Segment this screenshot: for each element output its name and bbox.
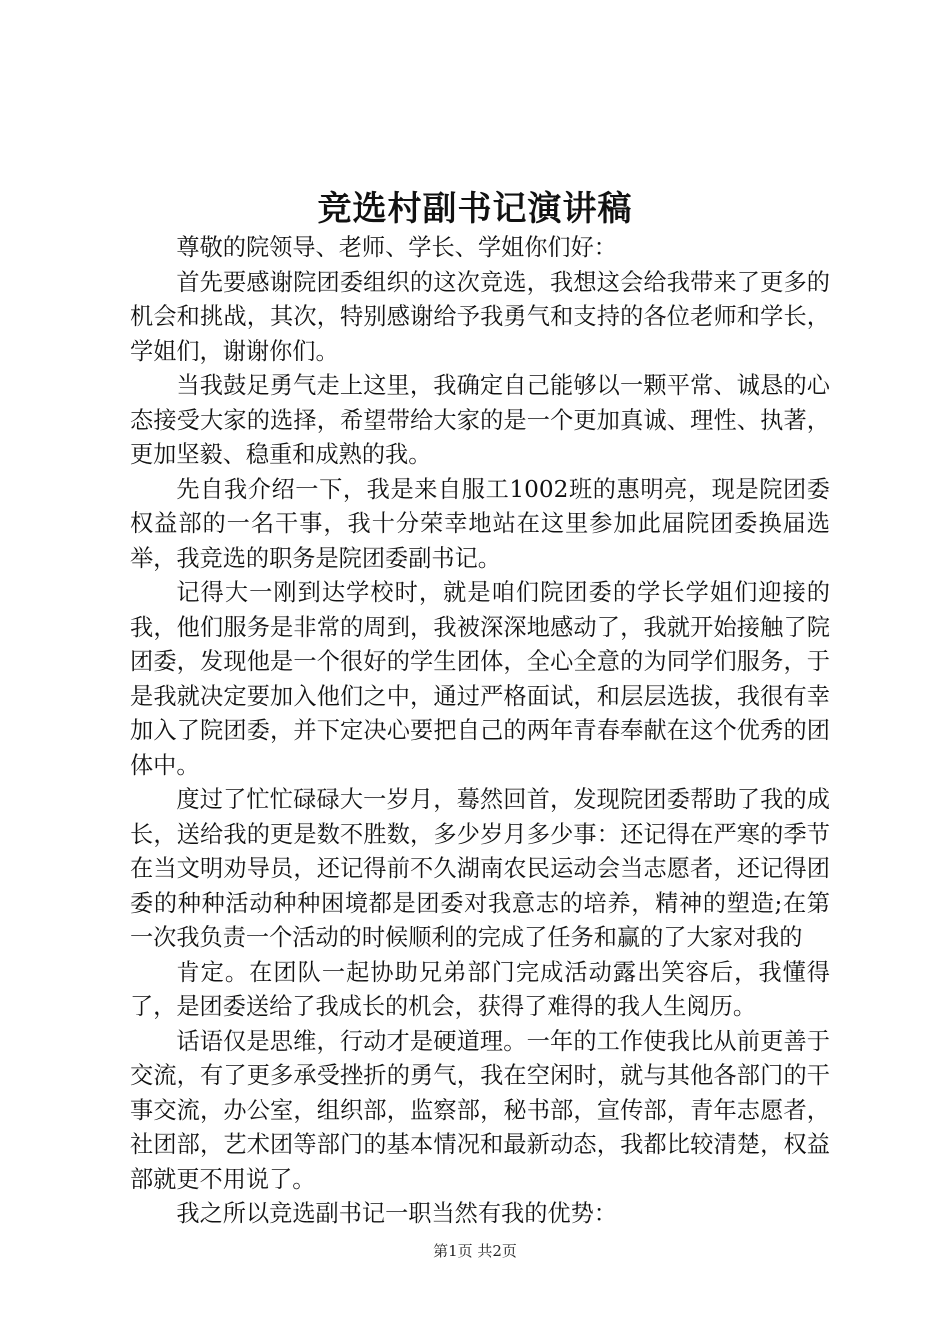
paragraph-action: 话语仅是思维，行动才是硬道理。一年的工作使我比从前更善于交流，有了更多承受挫折的勇气，我在空闲时，就与其他各部门的干事交流，办公室，组织部，监察部，秘书部，宣传部，青年志愿者，社团部，艺术团等部门的基本情况和最新动态，我都比较清楚，权益部就更不用说了。 <box>130 1027 830 1193</box>
document-body <box>130 231 830 1232</box>
paragraph-memory: 记得大一刚到达学校时，就是咱们院团委的学长学姐们迎接的我，他们服务是非常的周到，我被深深地感动了，我就开始接触了院团委，发现他是一个很好的学生团体，全心全意的为同学们服务，于是我就决定要加入他们之中，通过严格面试，和层层选拔，我很有幸加入了院团委，并下定决心要把自己的两年青春奉献在这个优秀的团体中。 <box>130 579 830 779</box>
paragraph-affirmation: 肯定。在团队一起协助兄弟部门完成活动露出笑容后，我懂得了，是团委送给了我成长的机会，获得了难得的我人生阅历。 <box>130 958 830 1020</box>
paragraph-greeting: 尊敬的院领导、老师、学长、学姐你们好： <box>176 234 617 261</box>
paragraph-courage: 当我鼓足勇气走上这里，我确定自己能够以一颗平常、诚恳的心态接受大家的选择，希望带给大家的是一个更加真诚、理性、执著，更加坚毅、稳重和成熟的我。 <box>130 372 830 468</box>
paragraph-growth: 度过了忙忙碌碌大一岁月，蓦然回首，发现院团委帮助了我的成长，送给我的更是数不胜数，多少岁月多少事：还记得在严寒的季节在当文明劝导员，还记得前不久湖南农民运动会当志愿者，还记得团委的种种活动种种困境都是团委对我意志的培养，精神的塑造;在第一次我负责一个活动的时候顺利的完成了任务和赢的了大家对我的 <box>130 786 830 951</box>
paragraph-advantage: 我之所以竞选副书记一职当然有我的优势： <box>176 1200 617 1227</box>
page-number-footer: 第1页 共2页 <box>433 1242 517 1260</box>
paragraph-introduction: 先自我介绍一下，我是来自服工1002班的惠明亮，现是院团委权益部的一名干事，我十分荣幸地站在这里参加此届院团委换届选举，我竞选的职务是院团委副书记。 <box>130 475 830 572</box>
paragraph-thanks: 首先要感谢院团委组织的这次竞选，我想这会给我带来了更多的机会和挑战，其次，特别感谢给予我勇气和支持的各位老师和学长，学姐们，谢谢你们。 <box>130 268 830 365</box>
document-title: 竞选村副书记演讲稿 <box>317 189 633 229</box>
